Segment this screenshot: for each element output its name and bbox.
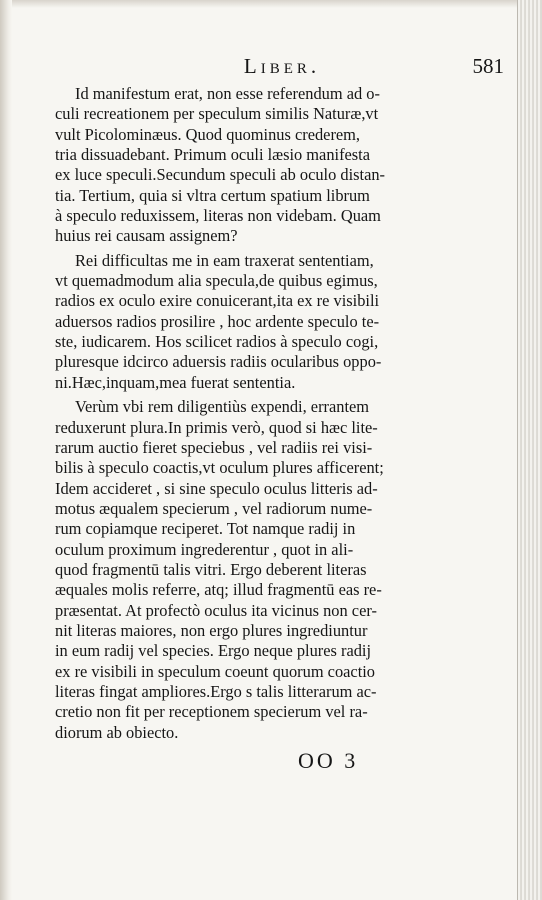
text-line: Idem accideret , si sine speculo oculus litteris ad- [55, 478, 378, 498]
text-line: tria dissuadebant. Primum oculi læsio manifesta [55, 145, 371, 165]
text-line: tia. Tertium, quia si vltra certum spatium librum [55, 185, 370, 205]
body-text [55, 84, 505, 743]
text-line: aduersos radios prosilire , hoc ardente speculo te- [55, 311, 380, 331]
text-line: diorum ab obiecto. [55, 722, 179, 742]
page-number: 581 [472, 54, 504, 78]
text-line: reduxerunt plura.In primis verò, quod si hæc lite- [55, 417, 378, 437]
text-line: bilis à speculo coactis,vt oculum plures afficerent; [55, 458, 384, 478]
text-line: Rei difficultas me in eam traxerat sententiam, [75, 250, 374, 270]
text-line: ni.Hæc,inquam,mea fuerat sententia. [55, 372, 296, 392]
text-line: rarum auctio fieret speciebus , vel radiis rei visi- [55, 437, 373, 457]
text-line: in eum radij vel species. Ergo neque plures radij [55, 641, 372, 661]
text-line: literas fingat ampliores.Ergo s talis litterarum ac- [55, 681, 377, 701]
text-line: nit literas maiores, non ergo plures ingrediuntur [55, 620, 368, 640]
text-line: æquales molis referre, atq; illud fragmentū eas re- [55, 580, 382, 600]
running-title: Liber. [243, 54, 321, 78]
text-line: cretio non fit per receptionem specierum vel ra- [55, 702, 368, 722]
text-line: culi recreationem per speculum similis Naturæ,vt [55, 104, 379, 124]
text-line: motus æqualem specierum , vel radiorum nume- [55, 498, 373, 518]
text-line: ste, iudicarem. Hos scilicet radios à speculo cogi, [55, 332, 379, 352]
signature-mark: OO 3 [298, 748, 359, 773]
page-gutter-shadow [0, 0, 12, 900]
text-line: ex re visibili in speculum coeunt quorum coactio [55, 661, 375, 681]
text-line: oculum proximum ingrederentur , quot in ali- [55, 539, 354, 559]
text-line: rum copiamque reciperet. Tot namque radij in [55, 519, 356, 539]
text-line: Id manifestum erat, non esse referendum ad o- [75, 84, 380, 103]
text-line: pluresque idcirco aduersis radiis ocularibus oppo- [55, 352, 382, 372]
text-line: huius rei causam assignem? [55, 226, 238, 246]
text-line: Verùm vbi rem diligentiùs expendi, errantem [75, 397, 370, 417]
page-header [60, 52, 504, 82]
text-line: vult Picolominæus. Quod quominus crederem, [55, 124, 361, 144]
text-line: radios ex oculo exire conuicerant,ita ex re visibili [55, 291, 380, 311]
page-top-edge [0, 0, 542, 8]
text-line: quod fragmentū talis vitri. Ergo deberent literas [55, 559, 367, 579]
text-line: ex luce speculi.Secundum speculi ab oculo distan- [55, 165, 385, 185]
text-line: à speculo reduxissem, literas non videbam. Quam [55, 206, 381, 226]
text-line: vt quemadmodum alia specula,de quibus egimus, [55, 271, 378, 291]
text-line: præsentat. At profectò oculus ita vicinus non cer- [55, 600, 377, 620]
page-fore-edge [517, 0, 542, 900]
